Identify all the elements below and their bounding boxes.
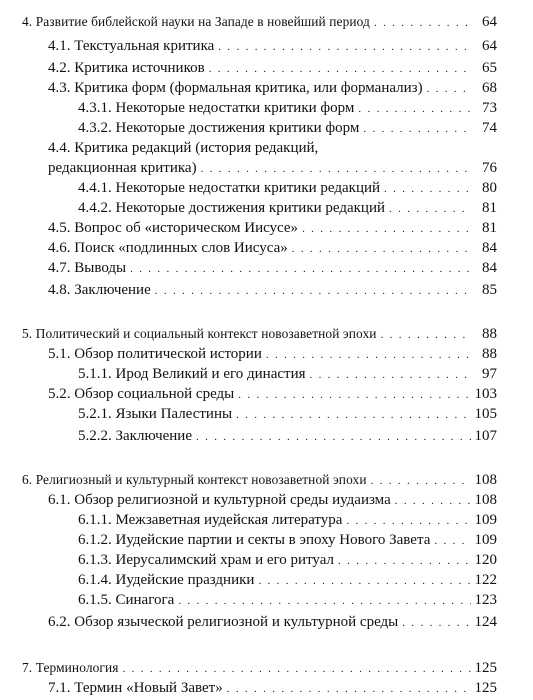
toc-entry-page-number: 123: [474, 592, 497, 608]
toc-entry-line: [22, 12, 497, 33]
toc-entry[interactable]: [0, 98, 533, 118]
dot-leader: [196, 427, 471, 447]
dot-leader: [389, 199, 471, 219]
dot-leader: [371, 471, 471, 491]
toc-entry-title-first-line: 4.4. Критика редакций (история редакций,: [48, 140, 319, 156]
dot-leader: [338, 551, 470, 571]
dot-leader: [201, 159, 471, 179]
toc-entry-line: [48, 258, 497, 279]
toc-entry[interactable]: [0, 140, 533, 178]
toc-entry-title: 4. Развитие библейской науки на Западе в новейший период: [22, 14, 370, 29]
toc-entry[interactable]: [0, 384, 533, 404]
dot-leader: [155, 281, 471, 301]
toc-entry-title: 7.1. Термин «Новый Завет»: [48, 680, 223, 696]
toc-entry-line: [78, 530, 497, 551]
toc-entry-line: [48, 78, 497, 99]
toc-entry-line: [78, 550, 497, 571]
toc-entry-page-number: 120: [474, 552, 497, 568]
dot-leader: [374, 13, 471, 33]
toc-entry-title: 6.1.1. Межзаветная иудейская литература: [78, 512, 343, 528]
dot-leader: [266, 345, 471, 365]
toc-entry[interactable]: [0, 364, 533, 384]
toc-entry[interactable]: [0, 678, 533, 698]
dot-leader: [178, 591, 470, 611]
toc-entry-title: 5.2. Обзор социальной среды: [48, 386, 235, 402]
toc-entry[interactable]: [0, 324, 533, 344]
toc-entry-title: 6.1. Обзор религиозной и культурной среды иудаизма: [48, 492, 391, 508]
toc-entry-page-number: 80: [482, 180, 497, 196]
toc-entry-page-number: 125: [474, 660, 497, 676]
toc-entry-line: [48, 36, 497, 57]
toc-entry[interactable]: [0, 238, 533, 258]
toc-entry-page-number: 109: [474, 532, 497, 548]
toc-entry-title: 5.2.2. Заключение: [78, 428, 192, 444]
toc-entry[interactable]: [0, 58, 533, 78]
dot-leader: [381, 325, 471, 345]
toc-entry-line: [78, 590, 497, 611]
toc-entry-title: 6.1.4. Иудейские праздники: [78, 572, 255, 588]
dot-leader: [395, 491, 471, 511]
dot-leader: [292, 239, 471, 259]
toc-entry-page-number: 64: [482, 38, 497, 54]
toc-entry-line: [22, 470, 497, 491]
toc-entry[interactable]: [0, 218, 533, 238]
dot-leader: [209, 59, 471, 79]
toc-entry-line: [48, 344, 497, 365]
toc-entry-page-number: 109: [474, 512, 497, 528]
toc-entry-line: [48, 158, 497, 179]
toc-entry-line: [48, 678, 497, 699]
toc-entry-page-number: 97: [482, 366, 497, 382]
dot-leader: [358, 99, 471, 119]
toc-entry[interactable]: [0, 404, 533, 424]
toc-entry-line: [78, 426, 497, 447]
dot-leader: [123, 659, 471, 679]
toc-entry-line: [48, 384, 497, 405]
toc-entry-page-number: 88: [482, 346, 497, 362]
toc-entry-title: 4.7. Выводы: [48, 260, 127, 276]
toc-entry-title: 6.2. Обзор языческой религиозной и культурной среды: [48, 614, 399, 630]
toc-entry-page-number: 65: [482, 60, 497, 76]
toc-entry[interactable]: [0, 470, 533, 490]
toc-entry-page-number: 125: [474, 680, 497, 696]
toc-entry-page-number: 85: [482, 282, 497, 298]
toc-entry-page-number: 107: [474, 428, 497, 444]
toc-entry-title: 5.1.1. Ирод Великий и его династия: [78, 366, 306, 382]
toc-entry-title: 4.2. Критика источников: [48, 60, 205, 76]
dot-leader: [384, 179, 471, 199]
toc-entry-title: 5.2.1. Языки Палестины: [78, 406, 233, 422]
toc-entry-title: 4.3. Критика форм (формальная критика, или форманализ): [48, 80, 423, 96]
toc-entry-page-number: 103: [474, 386, 497, 402]
toc-entry[interactable]: [0, 510, 533, 530]
toc-entry-line: [78, 364, 497, 385]
toc-entry[interactable]: [0, 258, 533, 278]
dot-leader: [238, 385, 470, 405]
toc-entry[interactable]: [0, 570, 533, 590]
toc-entry-line: [78, 404, 497, 425]
toc-entry[interactable]: [0, 344, 533, 364]
toc-entry-title: 6.1.5. Синагога: [78, 592, 175, 608]
toc-entry[interactable]: [0, 590, 533, 610]
dot-leader: [236, 405, 470, 425]
toc-entry-page-number: 73: [482, 100, 497, 116]
toc-entry-title: 4.1. Текстуальная критика: [48, 38, 215, 54]
toc-entry-page-number: 124: [474, 614, 497, 630]
toc-entry-page-number: 64: [482, 14, 497, 30]
toc-entry[interactable]: [0, 118, 533, 138]
dot-leader: [363, 119, 471, 139]
toc-entry-page-number: 105: [474, 406, 497, 422]
toc-entry-title: 4.3.1. Некоторые недостатки критики форм: [78, 100, 355, 116]
toc-entry-title: 6.1.3. Иерусалимский храм и его ритуал: [78, 552, 335, 568]
toc-entry-line: [48, 490, 497, 511]
toc-entry-line: [78, 570, 497, 591]
toc-entry-page-number: 84: [482, 240, 497, 256]
toc-entry-page-number: 84: [482, 260, 497, 276]
toc-entry-line: [48, 58, 497, 79]
toc-entry-title: 4.3.2. Некоторые достижения критики форм: [78, 120, 360, 136]
dot-leader: [346, 511, 470, 531]
dot-leader: [427, 79, 471, 99]
dot-leader: [218, 37, 471, 57]
toc-entry-title: редакционная критика): [48, 160, 197, 176]
toc-entry-line: [22, 324, 497, 345]
toc-entry-line: [22, 658, 497, 679]
toc-entry[interactable]: [0, 12, 533, 32]
toc-entry[interactable]: [0, 280, 533, 300]
toc-entry-title: 6. Религиозный и культурный контекст новозаветной эпохи: [22, 472, 367, 487]
toc-entry[interactable]: [0, 658, 533, 678]
toc-entry-page-number: 88: [482, 326, 497, 342]
toc-entry-title: 4.4.1. Некоторые недостатки критики редакций: [78, 180, 381, 196]
toc-entry-title: 5.1. Обзор политической истории: [48, 346, 262, 362]
toc-entry-title: 4.5. Вопрос об «историческом Иисусе»: [48, 220, 299, 236]
toc-entry-page-number: 108: [474, 492, 497, 508]
toc-entry-line: [48, 280, 497, 301]
toc-entry-title: 4.4.2. Некоторые достижения критики редакций: [78, 200, 386, 216]
dot-leader: [227, 679, 471, 699]
dot-leader: [258, 571, 470, 591]
toc-entry-page-number: 68: [482, 80, 497, 96]
toc-entry-line: [78, 98, 497, 119]
toc-entry-line: [48, 218, 497, 239]
toc-entry-title: 4.6. Поиск «подлинных слов Иисуса»: [48, 240, 288, 256]
toc-entry[interactable]: [0, 198, 533, 218]
dot-leader: [130, 259, 471, 279]
dot-leader: [402, 613, 470, 633]
toc-entry[interactable]: [0, 490, 533, 510]
toc-entry-title: 7. Терминология: [22, 660, 119, 675]
dot-leader: [434, 531, 470, 551]
toc-entry[interactable]: [0, 178, 533, 198]
toc-entry-line: [78, 198, 497, 219]
toc-entry[interactable]: [0, 612, 533, 632]
toc-entry[interactable]: [0, 426, 533, 446]
dot-leader: [302, 219, 471, 239]
toc-entry-line: [78, 178, 497, 199]
toc-entry[interactable]: [0, 550, 533, 570]
toc-entry-page-number: 108: [474, 472, 497, 488]
toc-entry-line: [48, 238, 497, 259]
toc-entry-page-number: 81: [482, 220, 497, 236]
toc-entry-line: [78, 118, 497, 139]
toc-entry-page-number: 81: [482, 200, 497, 216]
toc-entry-line: [48, 612, 497, 633]
toc-entry-title: 6.1.2. Иудейские партии и секты в эпоху Нового Завета: [78, 532, 431, 548]
dot-leader: [310, 365, 472, 385]
toc-entry-title: 4.8. Заключение: [48, 282, 151, 298]
toc-entry-page-number: 76: [482, 160, 497, 176]
toc-entry[interactable]: [0, 78, 533, 98]
toc-entry[interactable]: [0, 530, 533, 550]
toc-entry-line: [78, 510, 497, 531]
toc-entry-page-number: 122: [474, 572, 497, 588]
toc-entry-page-number: 74: [482, 120, 497, 136]
toc-entry[interactable]: [0, 36, 533, 56]
toc-entry-title: 5. Политический и социальный контекст новозаветной эпохи: [22, 326, 377, 341]
